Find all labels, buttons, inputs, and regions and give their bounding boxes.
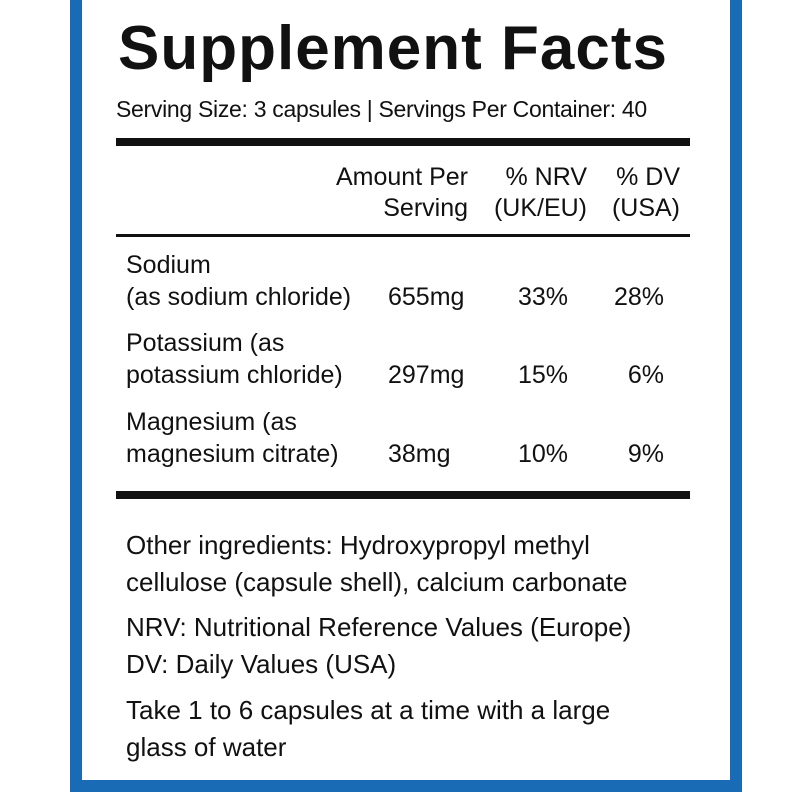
header-rule bbox=[116, 234, 690, 237]
nutrient-row-sodium bbox=[82, 249, 730, 315]
header-amount-per-serving: Amount Per Serving bbox=[335, 163, 468, 222]
nutrient-dv: 6% bbox=[627, 361, 664, 389]
nutrient-nrv: 15% bbox=[517, 361, 568, 389]
nutrient-amount: 655mg bbox=[388, 283, 465, 311]
nutrient-name: Potassium (as potassium chloride) bbox=[126, 329, 343, 389]
header-dv: % DV (USA) bbox=[611, 163, 680, 222]
other-ingredients: Other ingredients: Hydroxypropyl methyl cellulose (capsule shell), calcium carbonate bbox=[126, 530, 628, 597]
nrv-definition: NRV: Nutritional Reference Values (Europe) bbox=[126, 612, 632, 642]
header-nrv: % NRV (UK/EU) bbox=[493, 163, 587, 222]
nutrient-amount: 38mg bbox=[388, 440, 451, 468]
nutrient-row-potassium bbox=[82, 327, 730, 393]
dv-definition: DV: Daily Values (USA) bbox=[126, 649, 397, 679]
serving-info: Serving Size: 3 capsules | Servings Per Container: 40 bbox=[116, 96, 647, 122]
nutrient-row-magnesium bbox=[82, 406, 730, 472]
supplement-facts-panel bbox=[70, 0, 742, 792]
nutrient-name: Sodium (as sodium chloride) bbox=[126, 251, 352, 311]
nutrient-amount: 297mg bbox=[388, 361, 465, 389]
nutrient-name: Magnesium (as magnesium citrate) bbox=[126, 408, 339, 468]
nutrient-dv: 9% bbox=[627, 440, 664, 468]
top-thick-rule bbox=[116, 138, 690, 146]
nutrient-dv: 28% bbox=[613, 283, 664, 311]
nutrient-nrv: 33% bbox=[517, 283, 568, 311]
nutrient-nrv: 10% bbox=[517, 440, 568, 468]
directions: Take 1 to 6 capsules at a time with a large glass of water bbox=[126, 695, 611, 762]
bottom-thick-rule bbox=[116, 491, 690, 499]
panel-title: Supplement Facts bbox=[118, 14, 668, 83]
